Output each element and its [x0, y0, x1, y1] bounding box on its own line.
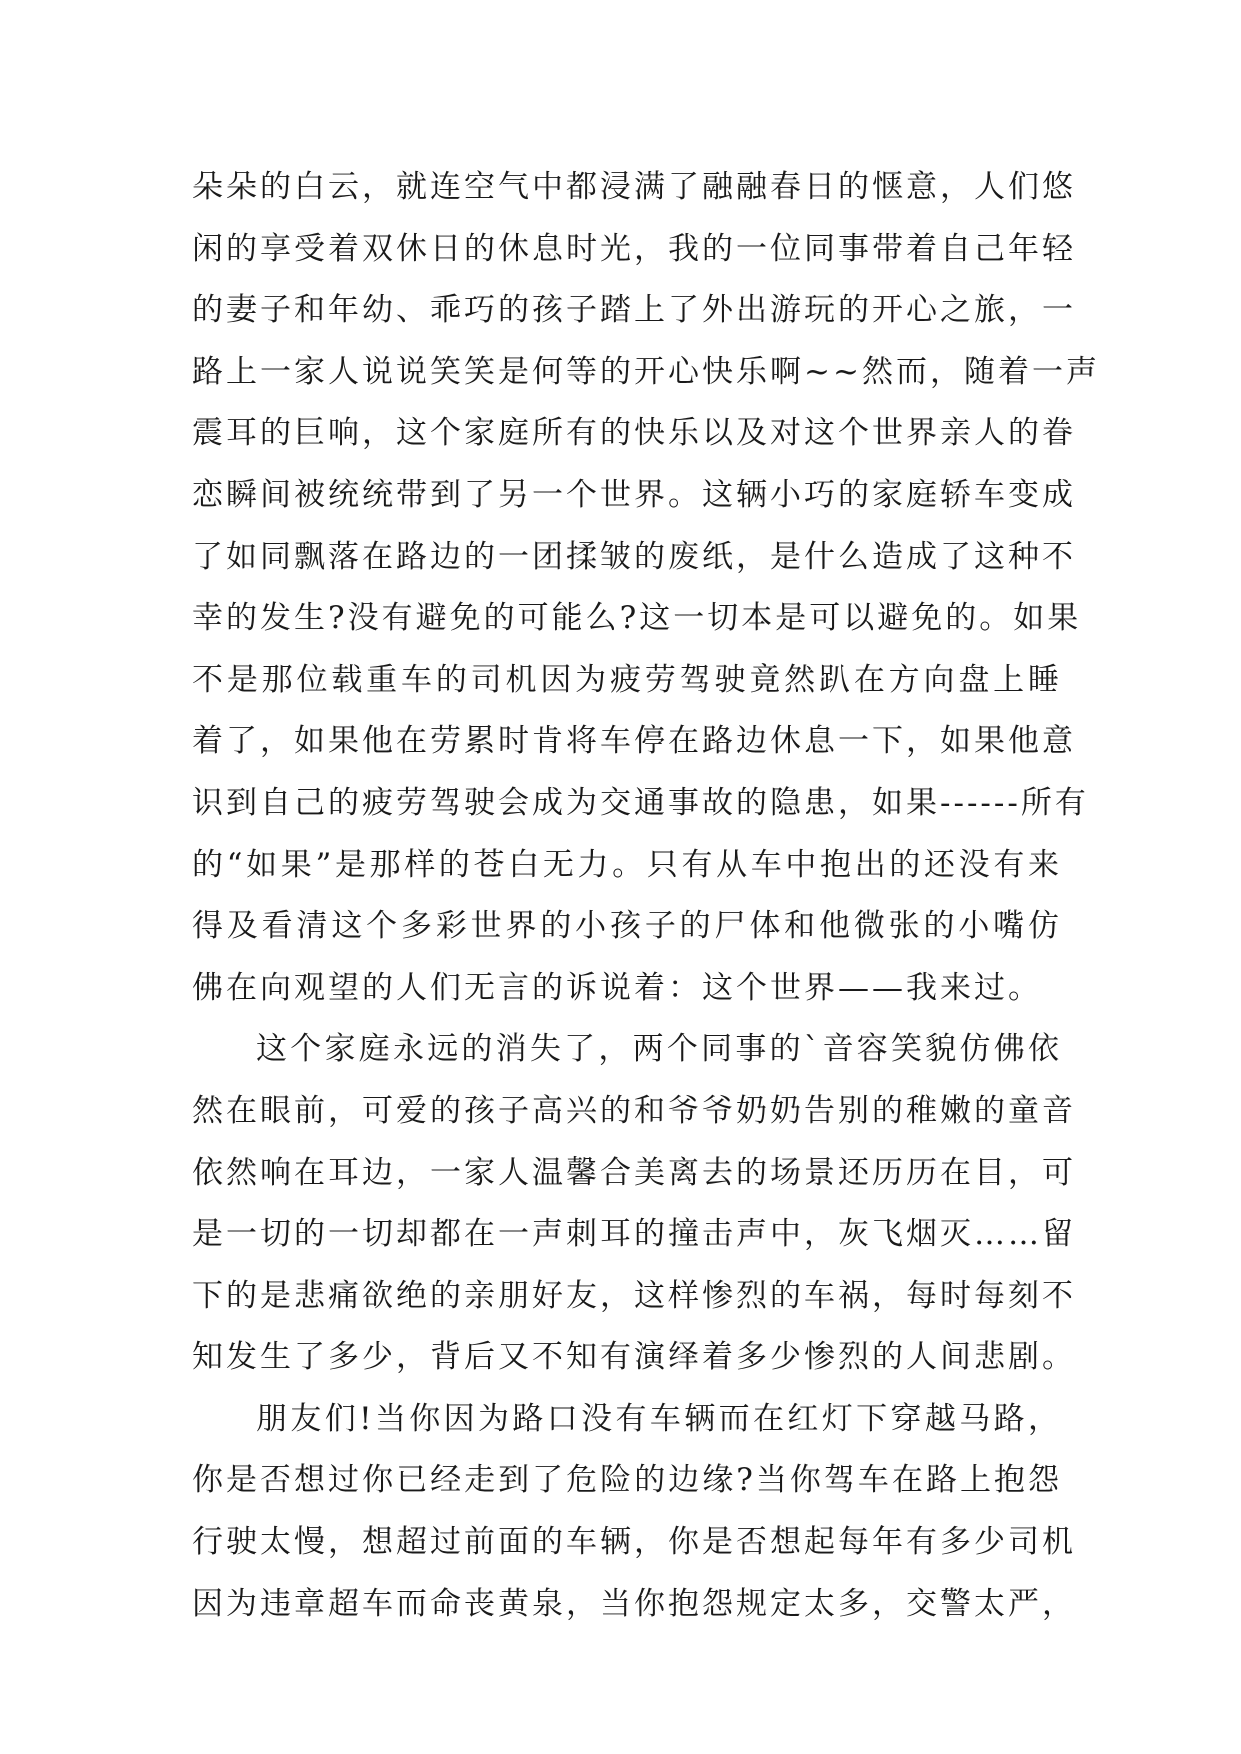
- paragraph-1: [192, 157, 1100, 1019]
- text-line: 恋瞬间被统统带到了另一个世界。这辆小巧的家庭轿车变成: [192, 476, 1076, 513]
- text-line: 是一切的一切却都在一声刺耳的撞击声中，灰飞烟灭……留: [192, 1216, 1076, 1253]
- text-line: 你是否想过你已经走到了危险的边缘?当你驾车在路上抱怨: [192, 1462, 1062, 1499]
- text-line: 行驶太慢，想超过前面的车辆，你是否想起每年有多少司机: [192, 1524, 1076, 1561]
- text-line: 依然响在耳边，一家人温馨合美离去的场景还历历在目，可: [192, 1154, 1076, 1191]
- text-line: 得及看清这个多彩世界的小孩子的尸体和他微张的小嘴仿: [192, 908, 1062, 945]
- text-line: 路上一家人说说笑笑是何等的开心快乐啊~~然而，随着一声: [192, 353, 1100, 390]
- text-line: 着了，如果他在劳累时肯将车停在路边休息一下，如果他意: [192, 723, 1076, 760]
- text-line: 朋友们!当你因为路口没有车辆而在红灯下穿越马路，: [256, 1400, 1062, 1437]
- text-line: 不是那位载重车的司机因为疲劳驾驶竟然趴在方向盘上睡: [192, 661, 1062, 698]
- text-line: 幸的发生?没有避免的可能么?这一切本是可以避免的。如果: [192, 600, 1082, 637]
- text-line: 下的是悲痛欲绝的亲朋好友，这样惨烈的车祸，每时每刻不: [192, 1277, 1076, 1314]
- text-line: 震耳的巨响，这个家庭所有的快乐以及对这个世界亲人的眷: [192, 415, 1076, 452]
- text-line: 闲的享受着双休日的休息时光，我的一位同事带着自己年轻: [192, 230, 1076, 267]
- paragraph-2: [192, 1019, 1076, 1389]
- paragraph-3: [192, 1389, 1076, 1635]
- text-line: 的妻子和年幼、乖巧的孩子踏上了外出游玩的开心之旅，一: [192, 292, 1076, 329]
- text-line: 识到自己的疲劳驾驶会成为交通事故的隐患，如果------所有: [192, 784, 1089, 821]
- text-line: 的“如果”是那样的苍白无力。只有从车中抱出的还没有来: [192, 846, 1062, 883]
- text-line: 这个家庭永远的消失了，两个同事的`音容笑貌仿佛依: [256, 1031, 1062, 1068]
- text-line: 佛在向观望的人们无言的诉说着：这个世界——我来过。: [192, 969, 1042, 1006]
- text-line: 因为违章超车而命丧黄泉，当你抱怨规定太多，交警太严，: [192, 1585, 1076, 1622]
- body-text: [192, 157, 1100, 1635]
- text-line: 了如同飘落在路边的一团揉皱的废纸，是什么造成了这种不: [192, 538, 1076, 575]
- text-line: 朵朵的白云，就连空气中都浸满了融融春日的惬意，人们悠: [192, 169, 1076, 205]
- text-line: 然在眼前，可爱的孩子高兴的和爷爷奶奶告别的稚嫩的童音: [192, 1092, 1076, 1129]
- text-line: 知发生了多少，背后又不知有演绎着多少惨烈的人间悲剧。: [192, 1339, 1076, 1376]
